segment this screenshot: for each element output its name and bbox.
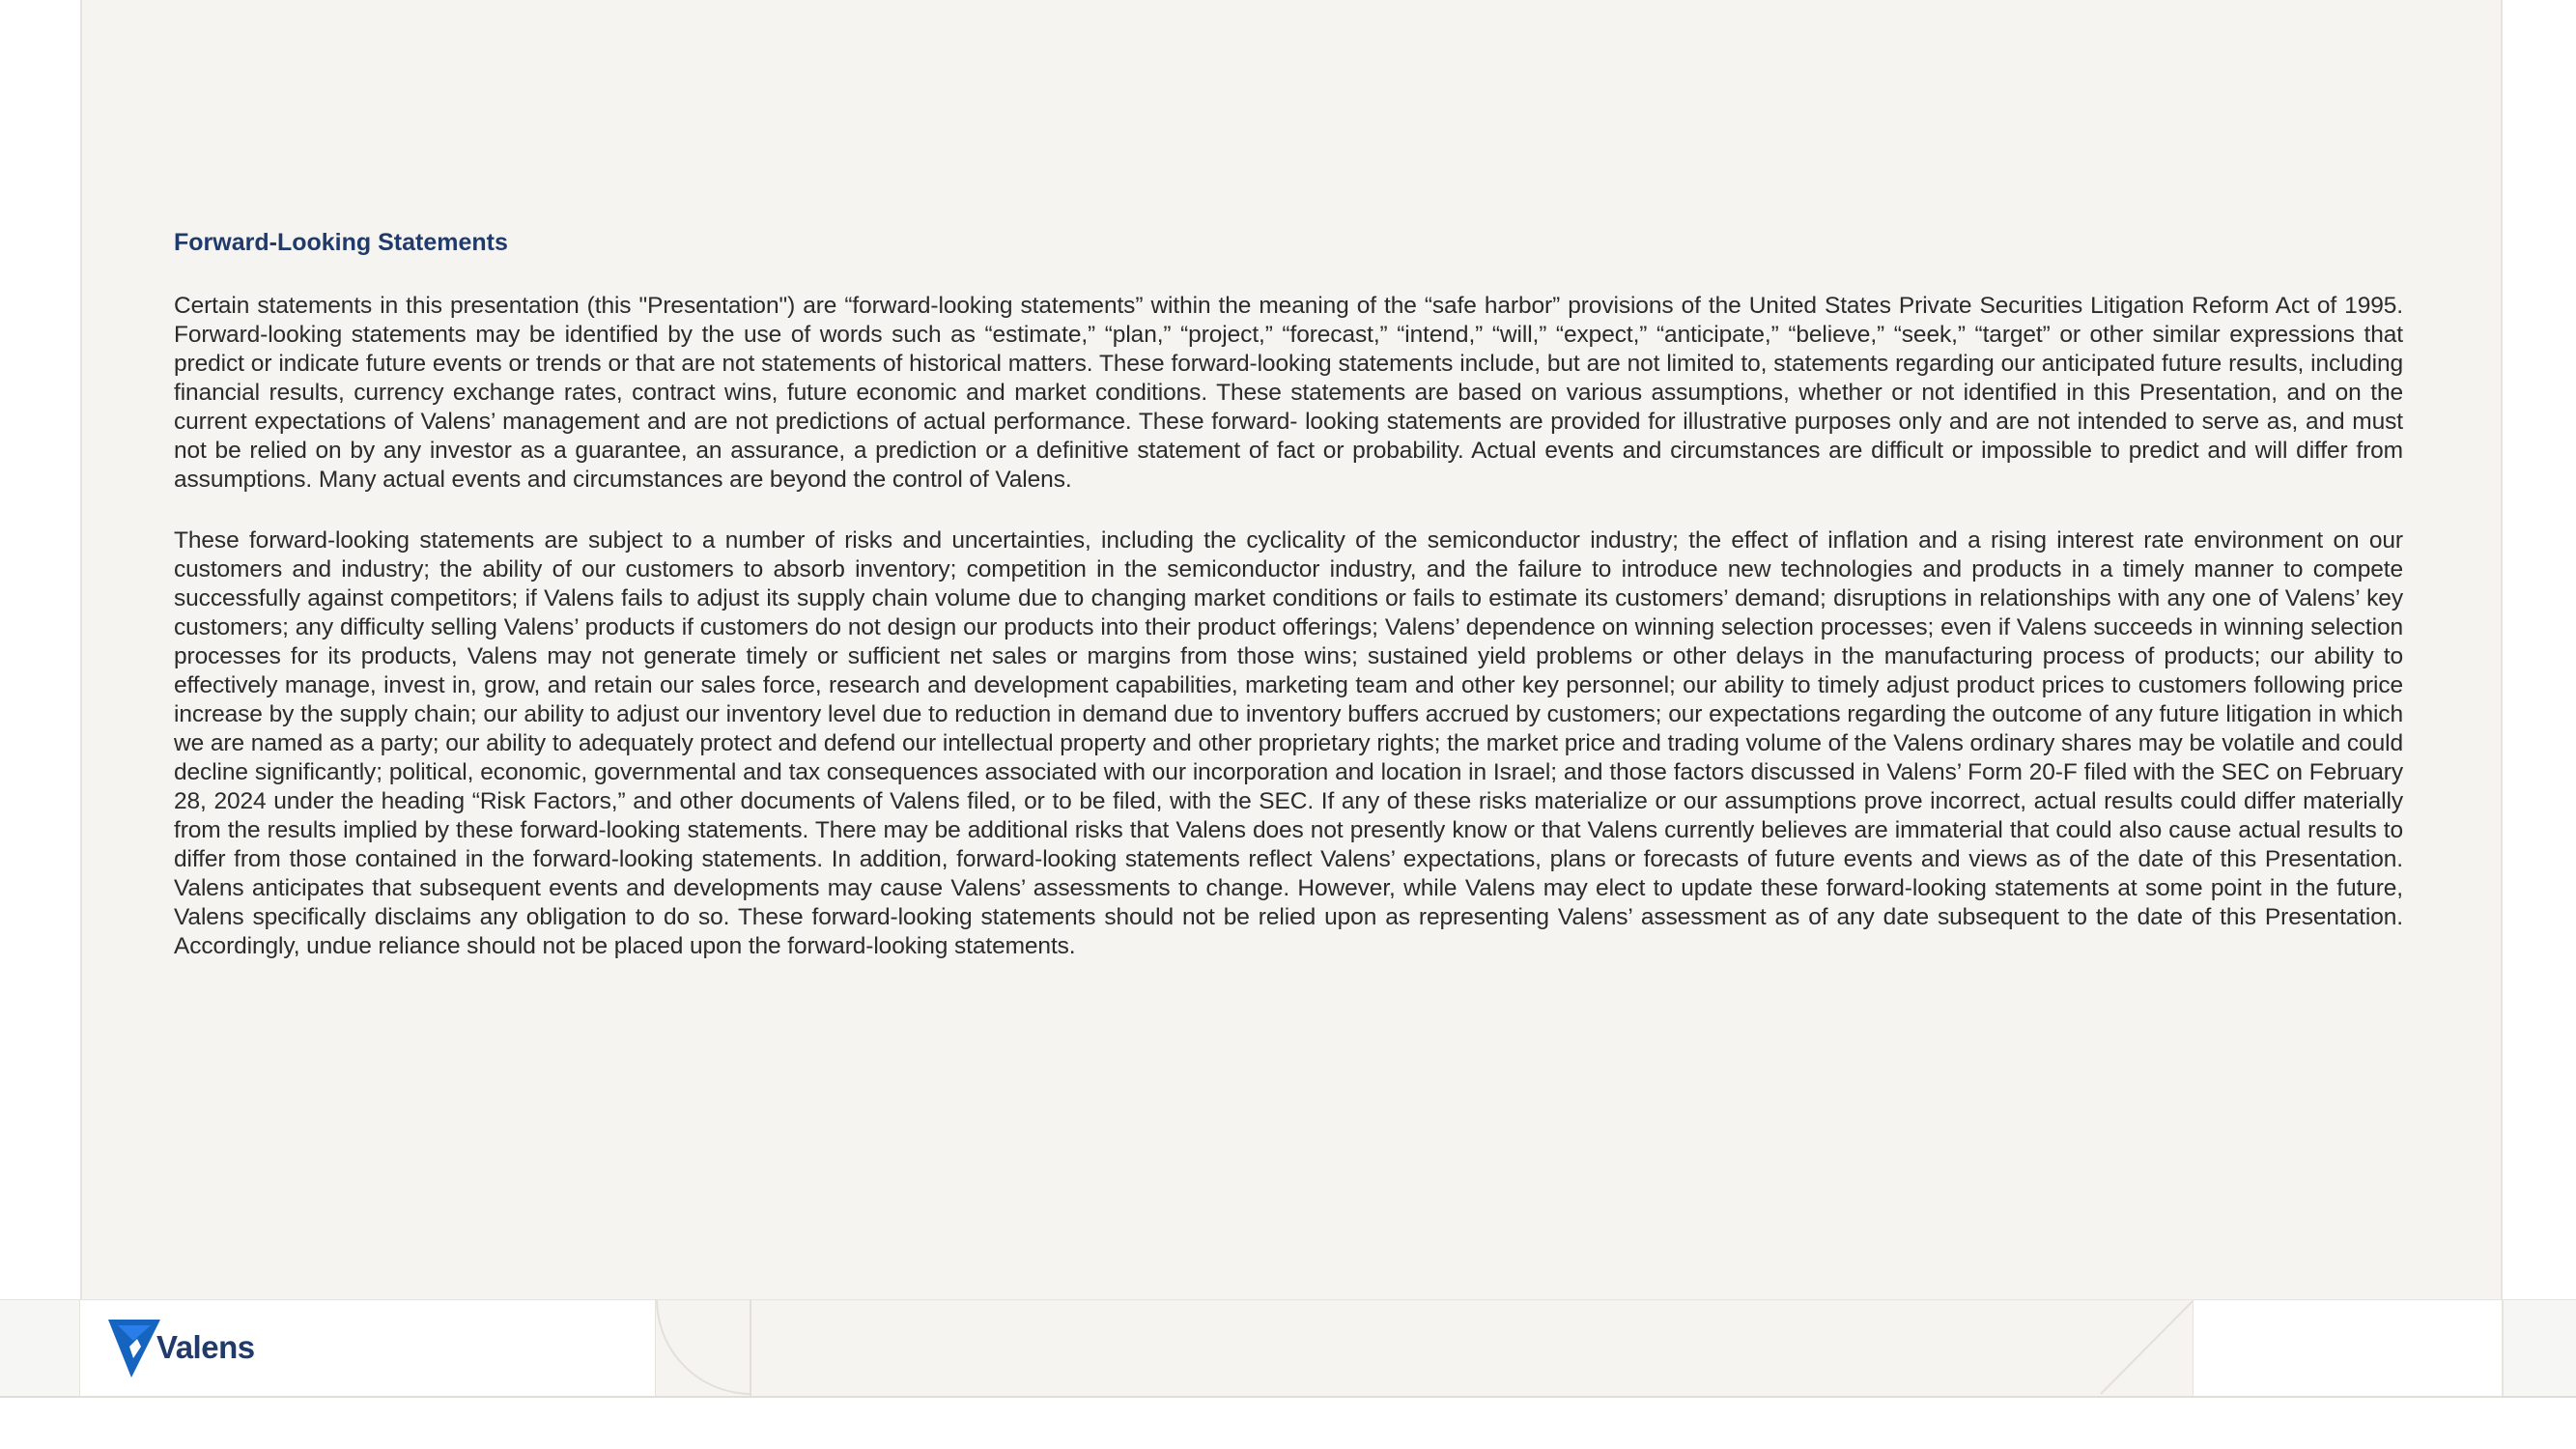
footer-decoration xyxy=(0,1299,2576,1398)
document-body xyxy=(174,228,2403,993)
logo-text: Valens xyxy=(156,1329,255,1365)
paragraph-risks: These forward-looking statements are subject to a number of risks and uncertainties, including the cyclicality of the semiconductor industry; the effect of inflation and a rising interest rate environment on our customers and industry; the ability of our customers to absorb inventory; competition in the semiconductor industry, and the failure to introduce new technologies and products in a timely manner to compete successfully against competitors; if Valens fails to adjust its supply chain volume due to changing market conditions or fails to estimate its customers’ demand; disruptions in relationships with any one of Valens’ key customers; any difficulty selling Valens’ products if customers do not design our products into their product offerings; Valens’ dependence on winning selection processes; even if Valens succeeds in winning selection processes for its products, Valens may not generate timely or sufficient net sales or margins from those wins; sustained yield problems or other delays in the manufacturing process of products; our ability to effectively manage, invest in, grow, and retain our sales force, research and development capabilities, marketing team and other key personnel; our ability to timely adjust product prices to customers following price increase by the supply chain; our ability to adjust our inventory level due to reduction in demand due to inventory buffers accrued by customers; our expectations regarding the outcome of any future litigation in which we are named as a party; our ability to adequately protect and defend our intellectual property and other proprietary rights; the market price and trading volume of the Valens ordinary shares may be volatile and could decline significantly; political, economic, governmental and tax consequences associated with our incorporation and location in Israel; and those factors discussed in Valens’ Form 20-F filed with the SEC on February 28, 2024 under the heading “Risk Factors,” and other documents of Valens filed, or to be filed, with the SEC. If any of these risks materialize or our assumptions prove incorrect, actual results could differ materially from the results implied by these forward-looking statements. There may be additional risks that Valens does not presently know or that Valens currently believes are immaterial that could also cause actual results to differ from those contained in the forward-looking statements. In addition, forward-looking statements reflect Valens’ expectations, plans or forecasts of future events and views as of the date of this Presentation. Valens anticipates that subsequent events and developments may cause Valens’ assessments to change. However, while Valens may elect to update these forward-looking statements at some point in the future, Valens specifically disclaims any obligation to do so. These forward-looking statements should not be relied upon as representing Valens’ assessment as of any date subsequent to the date of this Presentation. Accordingly, undue reliance should not be placed upon the forward-looking statements. xyxy=(174,527,2403,959)
footer-arc xyxy=(657,1299,751,1394)
document-heading: Forward-Looking Statements xyxy=(174,229,508,256)
valens-v-icon xyxy=(108,1318,160,1378)
valens-logo xyxy=(108,1318,255,1378)
paragraph-intro: Certain statements in this presentation (this "Presentation") are “forward-looking statements” within the meaning of the “safe harbor” provisions of the United States Private Securities Litigation Reform Act of 1995. Forward-looking statements may be identified by the use of words such as “estimate,” “plan,” “project,” “forecast,” “intend,” “will,” “expect,” “anticipate,” “believe,” “seek,” “target” or other similar expressions that predict or indicate future events or trends or that are not statements of historical matters. These forward-looking statements include, but are not limited to, statements regarding our anticipated future results, including financial results, currency exchange rates, contract wins, future economic and market conditions. These statements are based on various assumptions, whether or not identified in this Presentation, and on the current expectations of Valens’ management and are not predictions of actual performance. These forward- looking statements are provided for illustrative purposes only and are not intended to serve as, and must not be relied on by any investor as a guarantee, an assurance, a prediction or a definitive statement of fact or probability. Actual events and circumstances are difficult or impossible to predict and will differ from assumptions. Many actual events and circumstances are beyond the control of Valens. xyxy=(174,293,2403,493)
footer-diagonal xyxy=(2101,1301,2193,1394)
